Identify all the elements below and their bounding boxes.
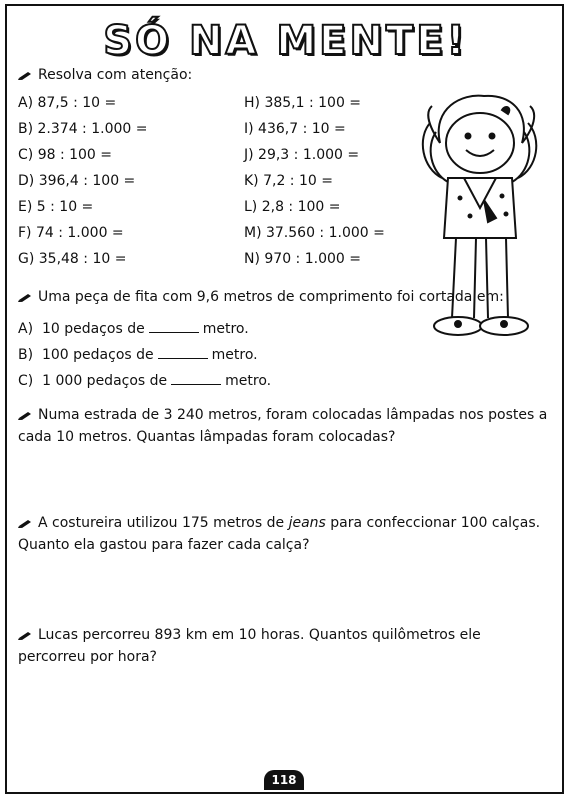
exercise-item-h: H) 385,1 : 100 = <box>244 95 362 111</box>
section-3-prompt: Numa estrada de 3 240 metros, foram colocadas lâmpadas nos postes a cada 10 metros. Quantas lâmpadas foram colocadas? <box>18 407 548 445</box>
pencil-icon <box>18 630 32 640</box>
exercise-item-k: K) 7,2 : 10 = <box>244 173 333 189</box>
ribbon-item-a: A) 10 pedaços de metro. <box>18 321 249 337</box>
pencil-icon <box>18 292 32 302</box>
exercise-item-l: L) 2,8 : 100 = <box>244 199 341 215</box>
girl-illustration <box>412 88 547 348</box>
exercise-item-g: G) 35,48 : 10 = <box>18 251 127 267</box>
page-title: SÓ NA MENTE! <box>103 18 468 64</box>
exercise-item-b: B) 2.374 : 1.000 = <box>18 121 148 137</box>
section-1-prompt: Resolva com atenção: <box>18 66 192 84</box>
exercise-item-e: E) 5 : 10 = <box>18 199 94 215</box>
answer-blank[interactable] <box>158 346 208 359</box>
exercise-item-a: A) 87,5 : 10 = <box>18 95 117 111</box>
exercise-item-n: N) 970 : 1.000 = <box>244 251 361 267</box>
answer-blank[interactable] <box>171 372 221 385</box>
answer-blank[interactable] <box>149 320 199 333</box>
pencil-icon <box>18 518 32 528</box>
pencil-icon <box>18 70 32 80</box>
exercise-item-m: M) 37.560 : 1.000 = <box>244 225 385 241</box>
section-2-prompt: Uma peça de fita com 9,6 metros de comprimento foi cortada em: <box>18 288 504 306</box>
section-5-prompt: Lucas percorreu 893 km em 10 horas. Quantos quilômetros ele percorreu por hora? <box>18 627 481 665</box>
section-4-prompt: A costureira utilizou 175 metros de jeans para confeccionar 100 calças. Quanto ela gastou para fazer cada calça? <box>18 515 541 553</box>
exercise-item-d: D) 396,4 : 100 = <box>18 173 136 189</box>
ribbon-item-b: B) 100 pedaços de metro. <box>18 347 258 363</box>
exercise-item-i: I) 436,7 : 10 = <box>244 121 346 137</box>
ribbon-item-c: C) 1 000 pedaços de metro. <box>18 373 272 389</box>
pencil-icon <box>18 410 32 420</box>
exercise-item-f: F) 74 : 1.000 = <box>18 225 124 241</box>
exercise-item-c: C) 98 : 100 = <box>18 147 113 163</box>
exercise-item-j: J) 29,3 : 1.000 = <box>244 147 360 163</box>
page-number: 118 <box>264 770 304 790</box>
